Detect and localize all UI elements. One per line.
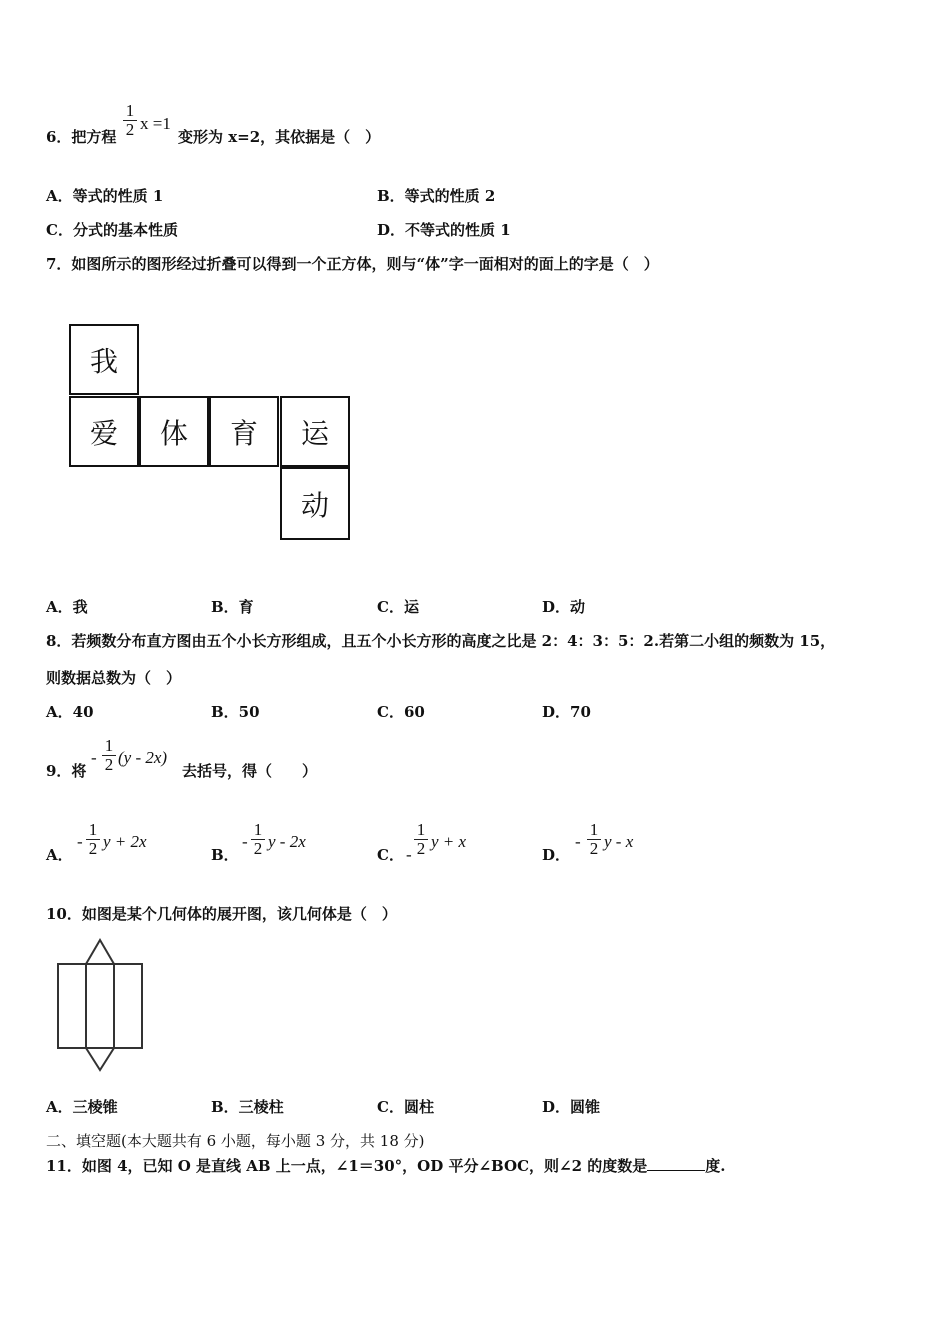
q8-option-c: C．60 — [377, 703, 425, 721]
net-cell-yu: 育 — [209, 396, 279, 467]
q7-option-b: B．育 — [211, 598, 254, 616]
q9-option-a-rest: y + 2x — [103, 832, 147, 851]
net-rect-middle — [86, 964, 114, 1048]
q9-option-a-label: A． — [46, 846, 73, 864]
prism-net-figure — [52, 934, 152, 1074]
q6-option-a: A．等式的性质 1 — [46, 187, 164, 205]
q6-option-c: C．分式的基本性质 — [46, 221, 178, 239]
q11-after: 度. — [705, 1157, 726, 1175]
net-rect-left — [58, 964, 86, 1048]
q9-option-d-label: D． — [542, 846, 571, 864]
net-cell-yun: 运 — [280, 396, 350, 467]
q6-expression: x =1 — [140, 114, 171, 133]
section-title: 二、填空题(本大题共有 6 小题，每小题 3 分，共 18 分) — [46, 1132, 425, 1150]
q10-option-b: B．三棱柱 — [211, 1098, 284, 1116]
q9-option-c-fraction: 1 2 — [414, 821, 428, 858]
q7-option-d: D．动 — [542, 598, 586, 616]
q9-option-b-label: B． — [211, 846, 239, 864]
q9-option-d-rest: y - x — [604, 832, 634, 851]
q6-fraction: 1 2 — [123, 102, 137, 139]
net-cell-ai: 爱 — [69, 396, 139, 467]
q8-line1: 8．若频数分布直方图由五个小长方形组成，且五个小长方形的高度之比是 2：4：3：5：2.若第二小组的频数为 15， — [46, 632, 836, 650]
q7-option-a: A．我 — [46, 598, 88, 616]
q7-option-c: C．运 — [377, 598, 419, 616]
q10-option-c: C．圆柱 — [377, 1098, 434, 1116]
q6-option-d: D．不等式的性质 1 — [377, 221, 511, 239]
q9-before: 9．将 — [46, 762, 87, 780]
q9-option-c-label: C． — [377, 846, 404, 864]
q9-option-b-fraction: 1 2 — [251, 821, 265, 858]
q10-stem: 10．如图是某个几何体的展开图，该几何体是（ ） — [46, 905, 397, 923]
q9-expression: (y - 2x) — [118, 748, 168, 767]
q6-stem — [46, 127, 116, 147]
q8-option-a: A．40 — [46, 703, 94, 721]
q6-option-b: B．等式的性质 2 — [377, 187, 496, 205]
q9-option-d-sign: - — [575, 832, 581, 851]
net-cell-ti: 体 — [139, 396, 209, 467]
answer-blank[interactable] — [647, 1156, 705, 1171]
q9-option-a-fraction: 1 2 — [86, 821, 100, 858]
q9-fraction: 1 2 — [102, 737, 116, 774]
q10-option-d: D．圆锥 — [542, 1098, 601, 1116]
q9-option-b-sign: - — [242, 832, 248, 851]
q9-sign: - — [91, 748, 97, 767]
q11-stem — [46, 1156, 725, 1176]
q9-option-b-rest: y - 2x — [268, 832, 306, 851]
q6-before: 6．把方程 — [46, 128, 117, 146]
q9-option-a-sign: - — [77, 832, 83, 851]
q8-option-b: B．50 — [211, 703, 260, 721]
q11-before: 11．如图 4，已知 O 是直线 AB 上一点，∠1＝30°，OD 平分∠BOC，则∠2 的度数是 — [46, 1157, 648, 1175]
q6-after: 变形为 x=2，其依据是（ ） — [178, 128, 381, 146]
net-cell-dong: 动 — [280, 467, 350, 540]
q9-after: 去括号，得（ ） — [182, 762, 318, 780]
net-cell-wo: 我 — [69, 324, 139, 395]
q9-option-c-rest: y + x — [431, 832, 467, 851]
net-rect-right — [114, 964, 142, 1048]
q7-stem: 7．如图所示的图形经过折叠可以得到一个正方体，则与“体”字一面相对的面上的字是（ ） — [46, 255, 659, 273]
net-triangle-bottom — [86, 1048, 114, 1070]
net-triangle-top — [86, 940, 114, 964]
q9-option-c-sign: - — [406, 845, 412, 864]
q9-option-d-fraction: 1 2 — [587, 821, 601, 858]
q10-option-a: A．三棱锥 — [46, 1098, 118, 1116]
q8-line2: 则数据总数为（ ） — [46, 669, 182, 687]
q8-option-d: D．70 — [542, 703, 591, 721]
